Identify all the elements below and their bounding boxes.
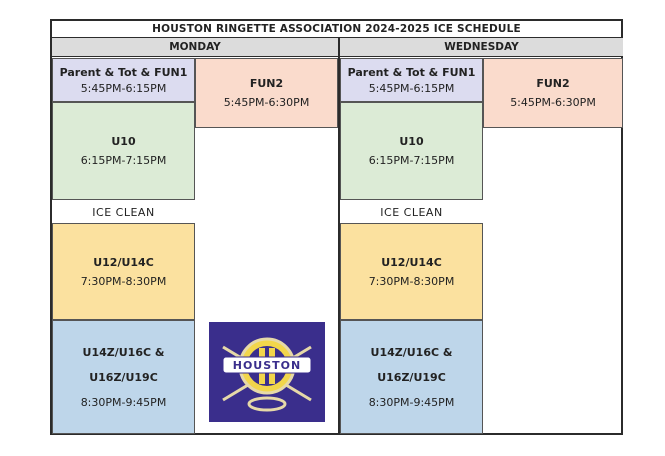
ringette-crest-icon — [209, 322, 325, 422]
block-name: U14Z/U16C & — [82, 345, 165, 359]
day-header-monday: MONDAY — [52, 38, 338, 57]
logo-text: HOUSTON — [232, 359, 302, 372]
block-name: U12/U14C — [93, 255, 154, 269]
wednesday-u10 — [340, 102, 483, 200]
block-name: FUN2 — [249, 77, 284, 90]
block-time: 8:30PM-9:45PM — [368, 395, 455, 409]
monday-ice-clean: ICE CLEAN — [92, 206, 155, 219]
wednesday-u14z-u19c — [340, 320, 483, 434]
block-name: U10 — [111, 135, 136, 148]
schedule-title: HOUSTON RINGETTE ASSOCIATION 2024-2025 ICE SCHEDULE — [52, 21, 621, 38]
houston-ringette-logo — [209, 322, 325, 422]
block-time: 5:45PM-6:30PM — [510, 96, 596, 109]
block-name-2: U16Z/U19C — [89, 370, 158, 384]
block-name: U14Z/U16C & — [370, 345, 453, 359]
block-time: 5:45PM-6:30PM — [223, 96, 310, 109]
block-name-2: U16Z/U19C — [377, 370, 446, 384]
wednesday-fun2 — [483, 58, 623, 128]
monday-u14z-u19c — [52, 320, 195, 434]
block-name: Parent & Tot & FUN1 — [347, 65, 476, 79]
wednesday-u12-u14c — [340, 223, 483, 320]
block-time: 7:30PM-8:30PM — [368, 274, 455, 288]
monday-fun2 — [195, 58, 338, 128]
wednesday-ice-clean: ICE CLEAN — [380, 206, 443, 219]
block-name: FUN2 — [536, 77, 570, 90]
block-name: U12/U14C — [381, 255, 442, 269]
block-name: Parent & Tot & FUN1 — [59, 65, 188, 79]
block-time: 6:15PM-7:15PM — [368, 154, 455, 167]
monday-u10 — [52, 102, 195, 200]
block-time: 6:15PM-7:15PM — [80, 154, 167, 167]
schedule-table — [50, 19, 623, 435]
monday-parent-tot-fun1 — [52, 58, 195, 102]
monday-u12-u14c — [52, 223, 195, 320]
wednesday-parent-tot-fun1 — [340, 58, 483, 102]
block-time: 5:45PM-6:15PM — [80, 81, 167, 95]
block-time: 7:30PM-8:30PM — [80, 274, 167, 288]
block-name: U10 — [399, 135, 424, 148]
day-header-wednesday: WEDNESDAY — [340, 38, 623, 57]
block-time: 8:30PM-9:45PM — [80, 395, 167, 409]
block-time: 5:45PM-6:15PM — [368, 81, 455, 95]
